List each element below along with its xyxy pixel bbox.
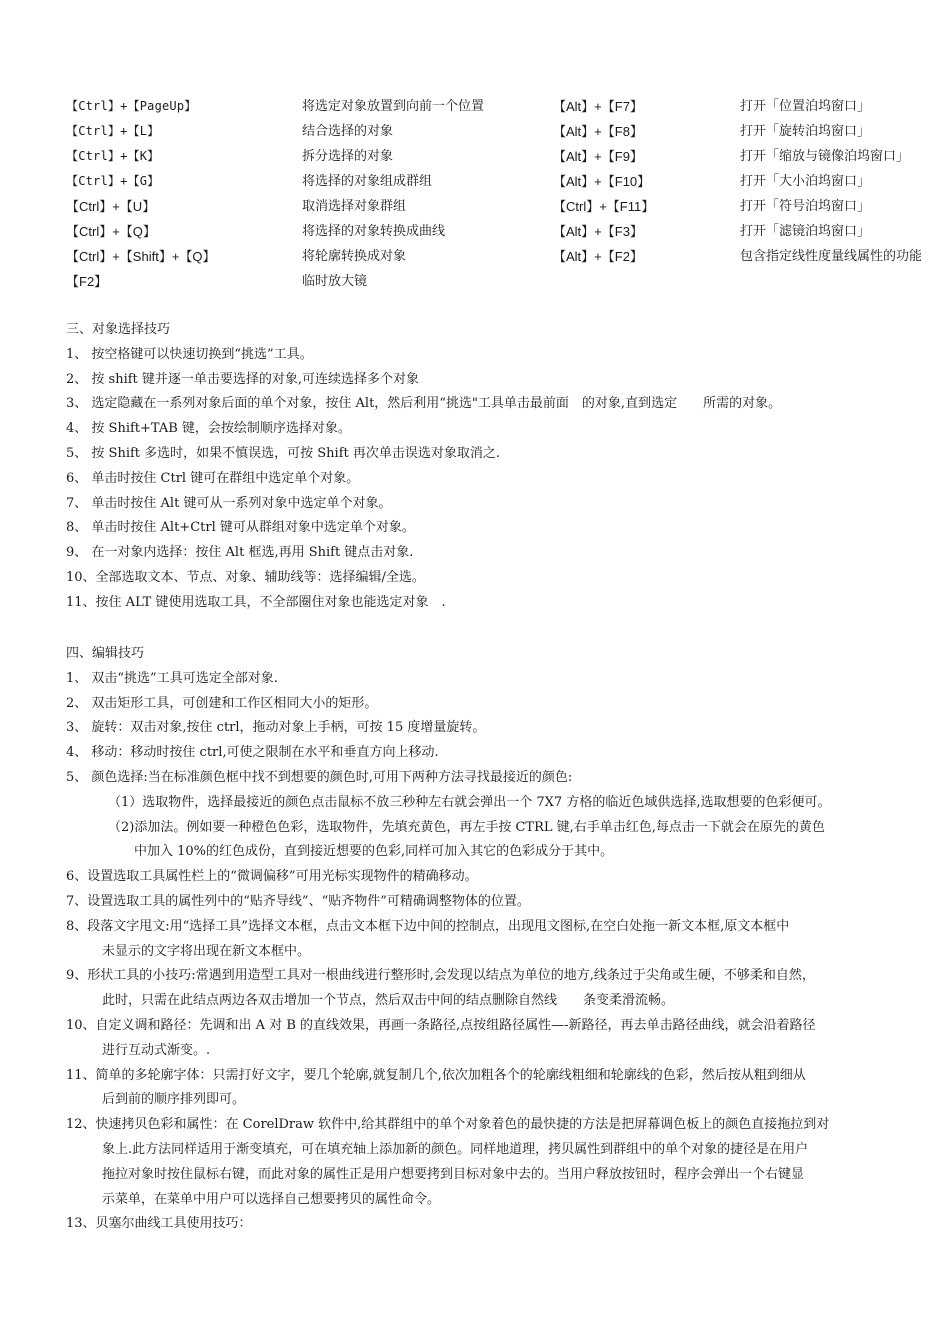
shortcut-desc-left: 将选定对象放置到向前一个位置 — [302, 99, 485, 114]
list-item: 6、 单击时按住 Ctrl 键可在群组中选定单个对象。 — [66, 470, 360, 486]
list-item: 8、段落文字甩文:用“选择工具”选择文本框，点击文本框下边中间的控制点，出现甩文图标,在空白处拖一新文本框,原文本框中 — [66, 918, 790, 934]
shortcut-desc-left: 将选择的对象转换成曲线 — [302, 224, 446, 239]
list-item: 2、 双击矩形工具，可创建和工作区相同大小的矩形。 — [66, 695, 378, 711]
shortcut-desc-left: 取消选择对象群组 — [302, 199, 407, 214]
shortcut-row — [66, 219, 946, 244]
list-item: 9、形状工具的小技巧:常遇到用造型工具对一根曲线进行整形时,会发现以结点为单位的地方,线条过于尖角或生硬，不够柔和自然， — [66, 968, 815, 984]
shortcut-row — [66, 169, 946, 194]
shortcut-key-left: 【F2】 — [66, 274, 108, 289]
shortcut-key-right: 【Alt】+【F3】 — [553, 224, 643, 239]
shortcut-row — [66, 94, 946, 119]
list-item: 5、 颜色选择:当在标准颜色框中找不到想要的颜色时,可用下两种方法寻找最接近的颜色: — [66, 769, 573, 785]
shortcut-desc-right: 打开「滤镜泊坞窗口」 — [740, 224, 871, 239]
shortcut-desc-left: 将轮廓转换成对象 — [302, 249, 407, 264]
list-item: 7、 单击时按住 Alt 键可从一系列对象中选定单个对象。 — [66, 495, 392, 511]
section-heading: 三、对象选择技巧 — [66, 322, 171, 337]
sub-item: （2)添加法。例如要一种橙色色彩，选取物件，先填充黄色，再左手按 CTRL 键,右手单击红色,每点击一下就会在原先的黄色 — [108, 819, 825, 835]
list-item-continuation: 拖拉对象时按住鼠标右键，而此对象的属性正是用户想要拷到目标对象中去的。当用户释放按钮时，程序会弹出一个右键显 — [102, 1166, 805, 1182]
list-item: 6、设置选取工具属性栏上的“微调偏移”可用光标实现物件的精确移动。 — [66, 869, 478, 885]
list-item: 13、贝塞尔曲线工具使用技巧： — [66, 1216, 252, 1232]
list-item: 8、 单击时按住 Alt+Ctrl 键可从群组对象中选定单个对象。 — [66, 520, 415, 536]
list-item: 2、 按 shift 键并逐一单击要选择的对象,可连续选择多个对象 — [66, 371, 420, 387]
shortcut-key-left: 【Ctrl】+【Shift】+【Q】 — [66, 249, 216, 264]
shortcut-row — [66, 244, 946, 269]
sub-item: （1）选取物件，选择最接近的颜色点击鼠标不放三秒种左右就会弹出一个 7X7 方格的临近色域供选择,选取想要的色彩便可。 — [108, 794, 831, 810]
shortcut-key-left: 【Ctrl】+【PageUp】 — [66, 99, 197, 113]
section-lines — [66, 667, 886, 1237]
section-editing-tips — [66, 642, 886, 1237]
shortcut-row — [66, 269, 946, 294]
list-item-continuation: 进行互动式渐变。. — [102, 1042, 211, 1058]
list-item: 11、简单的多轮廓字体：只需打好文字，要几个轮廓,就复制几个,依次加粗各个的轮廓线粗细和轮廓线的色彩，然后按从粗到细从 — [66, 1067, 806, 1083]
list-item: 3、 选定隐藏在一系列对象后面的单个对象，按住 Alt，然后利用“挑选"工具单击最前面 的对象,直到选定 所需的对象。 — [66, 396, 782, 412]
shortcut-row — [66, 144, 946, 169]
shortcut-key-left: 【Ctrl】+【G】 — [66, 174, 160, 188]
list-item-continuation: 象上.此方法同样适用于渐变填充，可在填充轴上添加新的颜色。同样地道理，拷贝属性到群组中的单个对象的捷径是在用户 — [102, 1141, 809, 1157]
list-item: 12、快速拷贝色彩和属性：在 CorelDraw 软件中,给其群组中的单个对象着色的最快捷的方法是把屏幕调色板上的颜色直接拖拉到对 — [66, 1117, 830, 1133]
shortcut-desc-right: 打开「缩放与镜像泊坞窗口」 — [740, 149, 910, 164]
shortcut-row — [66, 119, 946, 144]
shortcut-desc-right: 打开「符号泊坞窗口」 — [740, 199, 871, 214]
shortcut-desc-left: 拆分选择的对象 — [302, 149, 394, 164]
list-item-continuation: 后到前的顺序排列即可。 — [102, 1092, 246, 1108]
shortcut-desc-left: 临时放大镜 — [302, 274, 368, 289]
sub-item: 中加入 10%的红色成份，直到接近想要的色彩,同样可加入其它的色彩成分于其中。 — [108, 844, 614, 860]
list-item: 7、设置选取工具的属性列中的“贴齐导线”、“贴齐物件”可精确调整物体的位置。 — [66, 893, 530, 909]
list-item-continuation: 未显示的文字将出现在新文本框中。 — [102, 943, 311, 959]
shortcut-desc-left: 结合选择的对象 — [302, 124, 394, 139]
shortcut-row — [66, 194, 946, 219]
shortcut-key-right: 【Ctrl】+【F11】 — [553, 199, 655, 214]
shortcut-key-left: 【Ctrl】+【U】 — [66, 199, 156, 214]
list-item: 9、 在一对象内选择：按住 Alt 框选,再用 Shift 键点击对象. — [66, 545, 414, 561]
list-item-continuation: 示菜单，在菜单中用户可以选择自己想要拷贝的属性命令。 — [102, 1191, 441, 1207]
list-item: 5、 按 Shift 多选时，如果不慎误选，可按 Shift 再次单击误选对象取消之. — [66, 445, 501, 461]
list-item: 3、 旋转：双击对象,按住 ctrl，拖动对象上手柄，可按 15 度增量旋转。 — [66, 720, 486, 736]
shortcut-desc-right: 打开「大小泊坞窗口」 — [740, 174, 871, 189]
shortcut-key-left: 【Ctrl】+【L】 — [66, 124, 160, 138]
shortcut-desc-right: 打开「位置泊坞窗口」 — [740, 99, 871, 114]
list-item: 10、自定义调和路径：先调和出 A 对 B 的直线效果，再画一条路径,点按组路径属性—-新路径，再去单击路径曲线，就会沿着路径 — [66, 1017, 816, 1033]
list-item: 10、全部选取文本、节点、对象、辅助线等：选择编辑/全选。 — [66, 569, 425, 585]
shortcut-key-right: 【Alt】+【F7】 — [553, 99, 643, 114]
shortcut-desc-right: 包含指定线性度量线属性的功能 — [740, 249, 923, 264]
list-item: 1、 按空格键可以快速切换到“挑选”工具。 — [66, 346, 313, 362]
shortcut-key-right: 【Alt】+【F10】 — [553, 174, 651, 189]
list-item-continuation: 此时，只需在此结点两边各双击增加一个节点，然后双击中间的结点删除自然线 条变柔滑流畅。 — [102, 993, 675, 1009]
shortcut-desc-right: 打开「旋转泊坞窗口」 — [740, 124, 871, 139]
shortcut-desc-left: 将选择的对象组成群组 — [302, 174, 433, 189]
section-object-selection — [66, 318, 886, 616]
list-item: 4、 按 Shift+TAB 键，会按绘制顺序选择对象。 — [66, 421, 351, 437]
shortcut-key-right: 【Alt】+【F9】 — [553, 149, 643, 164]
shortcut-key-left: 【Ctrl】+【Q】 — [66, 224, 156, 239]
shortcut-table — [66, 94, 946, 294]
list-item: 11、按住 ALT 键使用选取工具，不全部圈住对象也能选定对象 . — [66, 594, 446, 610]
shortcut-key-right: 【Alt】+【F8】 — [553, 124, 643, 139]
list-item: 1、 双击“挑选”工具可选定全部对象. — [66, 670, 278, 686]
shortcut-key-left: 【Ctrl】+【K】 — [66, 149, 160, 163]
shortcut-key-right: 【Alt】+【F2】 — [553, 249, 643, 264]
list-item: 4、 移动：移动时按住 ctrl,可使之限制在水平和垂直方向上移动. — [66, 745, 439, 761]
section-heading: 四、编辑技巧 — [66, 646, 145, 661]
